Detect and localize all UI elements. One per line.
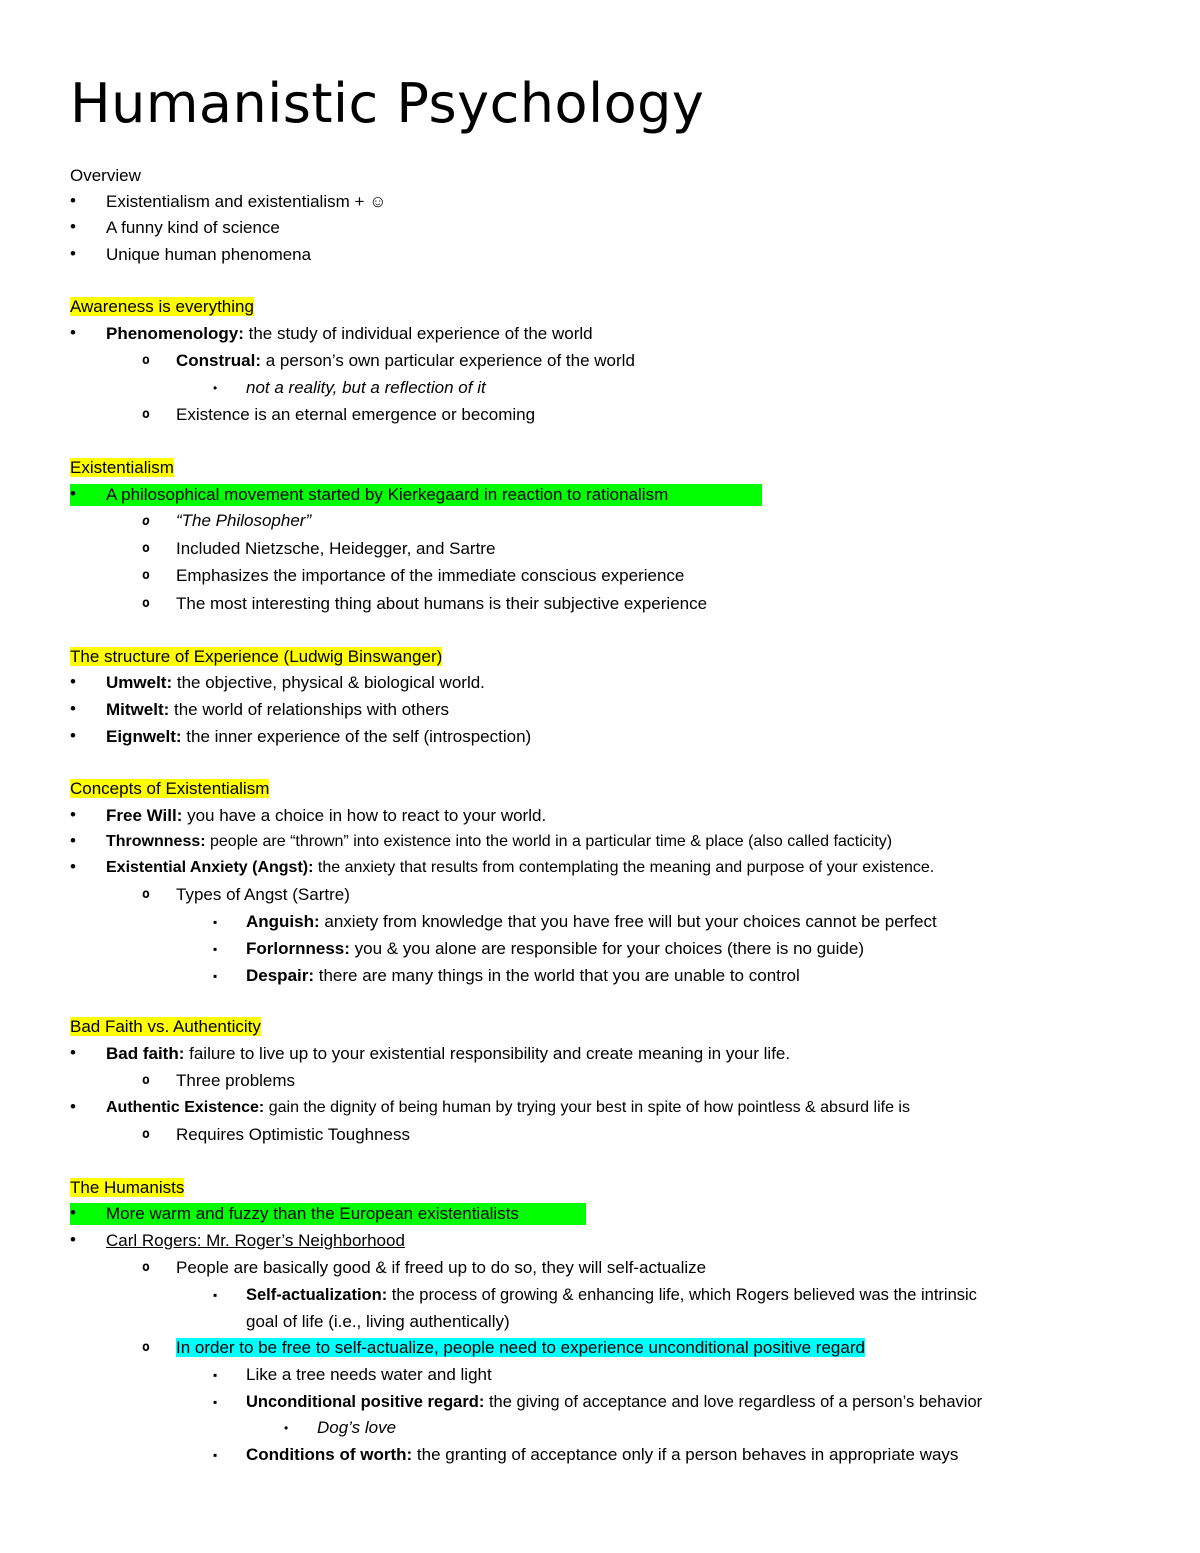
sub-bullet-icon: o	[142, 353, 150, 368]
definition-conditions-of-worth: Conditions of worth: the granting of acceptance only if a person behaves in appropriate ways	[246, 1445, 959, 1464]
bullet-icon: •	[70, 484, 76, 503]
overview-item: Unique human phenomena	[106, 245, 312, 264]
definition-authentic: Authentic Existence: gain the dignity of being human by trying your best in spite of how pointless & absurd life is	[106, 1099, 910, 1116]
sub-sub-bullet-icon: •	[284, 1421, 289, 1435]
definition-umwelt: Umwelt: the objective, physical & biological world.	[106, 673, 485, 692]
definition-anguish: Anguish: anxiety from knowledge that you have free will but your choices cannot be perfect	[246, 912, 937, 931]
overview-item: A funny kind of science	[106, 218, 280, 237]
carl-rogers-heading: Carl Rogers: Mr. Roger’s Neighborhood	[106, 1231, 405, 1250]
square-bullet-icon: ▪	[213, 1395, 218, 1409]
bullet-icon: •	[70, 805, 76, 824]
list-item: Like a tree needs water and light	[246, 1365, 492, 1384]
definition-self-actualization: Self-actualization: the process of growing & enhancing life, which Rogers believed was the intrinsic	[246, 1286, 977, 1304]
bullet-icon: •	[70, 217, 76, 236]
sub-bullet-icon: o	[142, 887, 150, 902]
definition-self-actualization-cont: goal of life (i.e., living authentically)	[246, 1312, 510, 1331]
section-heading-bad-faith: Bad Faith vs. Authenticity	[70, 1017, 261, 1036]
definition-angst: Existential Anxiety (Angst): the anxiety that results from contemplating the meaning and purpose of your existence.	[106, 859, 935, 876]
section-heading-humanists: The Humanists	[70, 1178, 185, 1197]
definition-bad-faith: Bad faith: failure to live up to your existential responsibility and create meaning in your life.	[106, 1044, 791, 1063]
list-item: “The Philosopher”	[176, 511, 312, 530]
definition-upr: Unconditional positive regard: the giving of acceptance and love regardless of a person’s behavior	[246, 1393, 983, 1411]
bullet-icon: •	[70, 672, 76, 691]
sub-bullet-icon: o	[142, 1127, 150, 1142]
definition-construal: Construal: a person’s own particular experience of the world	[176, 351, 635, 370]
section-heading-structure: The structure of Experience (Ludwig Binswanger)	[70, 647, 443, 666]
list-item: People are basically good & if freed up to do so, they will self-actualize	[176, 1258, 707, 1277]
bullet-icon: •	[70, 323, 76, 342]
square-bullet-icon: ▪	[213, 1368, 218, 1382]
definition-eignwelt: Eignwelt: the inner experience of the self (introspection)	[106, 727, 532, 746]
sub-bullet-icon: o	[142, 568, 150, 583]
sub-bullet-icon: o	[142, 1340, 150, 1355]
section-heading-existentialism: Existentialism	[70, 458, 174, 477]
square-bullet-icon: ▪	[213, 915, 218, 929]
bullet-icon: •	[70, 1097, 76, 1116]
highlighted-movement: A philosophical movement started by Kierkegaard in reaction to rationalism	[106, 485, 669, 504]
list-item: Emphasizes the importance of the immediate conscious experience	[176, 566, 685, 585]
sub-bullet-icon: o	[142, 1073, 150, 1088]
sub-bullet-icon: o	[142, 1260, 150, 1275]
highlighted-warm: More warm and fuzzy than the European existentialists	[106, 1204, 519, 1223]
section-heading-concepts: Concepts of Existentialism	[70, 779, 270, 798]
bullet-icon: •	[70, 1230, 76, 1249]
bullet-icon: •	[70, 191, 76, 210]
list-item: The most interesting thing about humans is their subjective experience	[176, 594, 708, 613]
overview-heading: Overview	[70, 166, 141, 185]
definition-free-will: Free Will: you have a choice in how to react to your world.	[106, 806, 547, 825]
overview-item: Existentialism and existentialism + ☺	[106, 192, 387, 211]
list-item: Existence is an eternal emergence or becoming	[176, 405, 536, 424]
definition-thrownness: Thrownness: people are “thrown” into existence into the world in a particular time & place (also called facticity)	[106, 833, 893, 850]
definition-despair: Despair: there are many things in the world that you are unable to control	[246, 966, 800, 985]
section-heading-awareness: Awareness is everything	[70, 297, 254, 316]
list-item: Requires Optimistic Toughness	[176, 1125, 411, 1144]
square-bullet-icon: ▪	[213, 1448, 218, 1462]
bullet-icon: •	[70, 726, 76, 745]
note-dogs-love: Dog’s love	[317, 1418, 397, 1437]
definition-mitwelt: Mitwelt: the world of relationships with others	[106, 700, 449, 719]
list-item: Types of Angst (Sartre)	[176, 885, 350, 904]
bullet-icon: •	[70, 244, 76, 263]
bullet-icon: •	[70, 1203, 76, 1222]
bullet-icon: •	[70, 699, 76, 718]
bullet-icon: •	[70, 831, 76, 850]
list-item: Included Nietzsche, Heidegger, and Sartre	[176, 539, 496, 558]
list-item: Three problems	[176, 1071, 296, 1090]
bullet-icon: •	[70, 857, 76, 876]
sub-bullet-icon: o	[142, 541, 150, 556]
sub-bullet-icon: o	[142, 596, 150, 611]
sub-bullet-icon: o	[142, 407, 150, 422]
highlighted-in-order: In order to be free to self-actualize, people need to experience unconditional positive regard	[176, 1338, 865, 1357]
definition-phenomenology: Phenomenology: the study of individual experience of the world	[106, 324, 593, 343]
square-bullet-icon: ▪	[213, 1288, 218, 1302]
sub-sub-bullet-icon: •	[213, 381, 218, 395]
page-title: Humanistic Psychology	[70, 72, 705, 135]
square-bullet-icon: ▪	[213, 942, 218, 956]
bullet-icon: •	[70, 1043, 76, 1062]
square-bullet-icon: ▪	[213, 969, 218, 983]
definition-forlornness: Forlornness: you & you alone are responsible for your choices (there is no guide)	[246, 939, 864, 958]
note-not-reality: not a reality, but a reflection of it	[246, 378, 486, 397]
sub-bullet-icon: o	[142, 514, 150, 529]
